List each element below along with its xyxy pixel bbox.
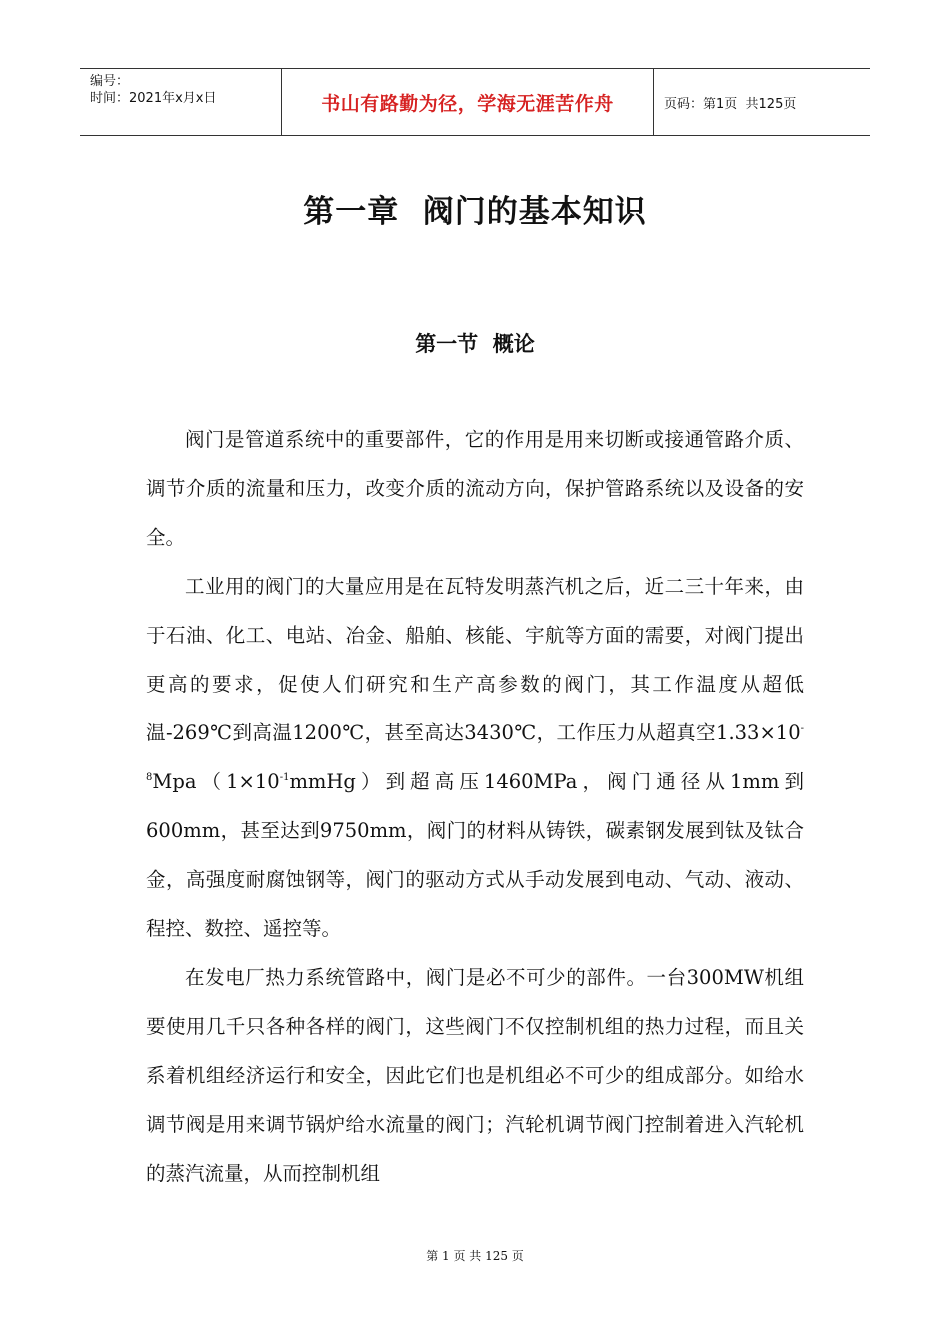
- page-header: [80, 68, 870, 136]
- superscript-exponent: -8: [146, 723, 804, 784]
- paragraph: 在发电厂热力系统管路中，阀门是必不可少的部件。一台300MW机组要使用几千只各种各样的阀门，这些阀门不仅控制机组的热力过程，而且关系着机组经济运行和安全，因此它们也是机组必不可少的组成部分。如给水调节阀是用来调节锅炉给水流量的阀门；汽轮机调节阀门控制着进入汽轮机的蒸汽流量，从而控制机组: [146, 965, 804, 1185]
- document-time-label: 时间：2021年x月x日: [90, 91, 217, 106]
- header-page-label: 页码：第1页 共125页: [664, 96, 797, 112]
- document-body: [146, 416, 804, 1199]
- header-page-info: [654, 69, 870, 135]
- page-footer: 第 1 页 共 125 页: [426, 1249, 524, 1263]
- header-meta: [80, 69, 281, 135]
- paragraph: 阀门是管道系统中的重要部件，它的作用是用来切断或接通管路介质、调节介质的流量和压力，改变介质的流动方向，保护管路系统以及设备的安全。: [146, 428, 804, 549]
- paragraph-text: mmHg）到超高压1460MPa，阀门通径从1mm到600mm，甚至达到9750mm，阀门的材料从铸铁，碳素钢发展到钛及钛合金，高强度耐腐蚀钢等，阀门的驱动方式从手动发展到电动、气动、液动、程控、数控、遥控等。: [146, 770, 804, 941]
- header-motto: 书山有路勤为径，学海无涯苦作舟: [281, 69, 654, 135]
- chapter-title: 第一章 阀门的基本知识: [303, 194, 647, 230]
- section-title: 第一节 概论: [415, 332, 535, 356]
- document-number-label: 编号：: [90, 74, 130, 89]
- paragraph-text: 工业用的阀门的大量应用是在瓦特发明蒸汽机之后，近二三十年来，由于石油、化工、电站、冶金、船舶、核能、宇航等方面的需要，对阀门提出更高的要求，促使人们研究和生产高参数的阀门，其工作温度从超低温-269℃到高温1200℃，甚至高达3430℃，工作压力从超真空1.33×10: [146, 574, 804, 745]
- paragraph-text: Mpa（1×10: [152, 770, 280, 794]
- paragraph: [146, 563, 804, 954]
- superscript-exponent: -1: [279, 772, 290, 784]
